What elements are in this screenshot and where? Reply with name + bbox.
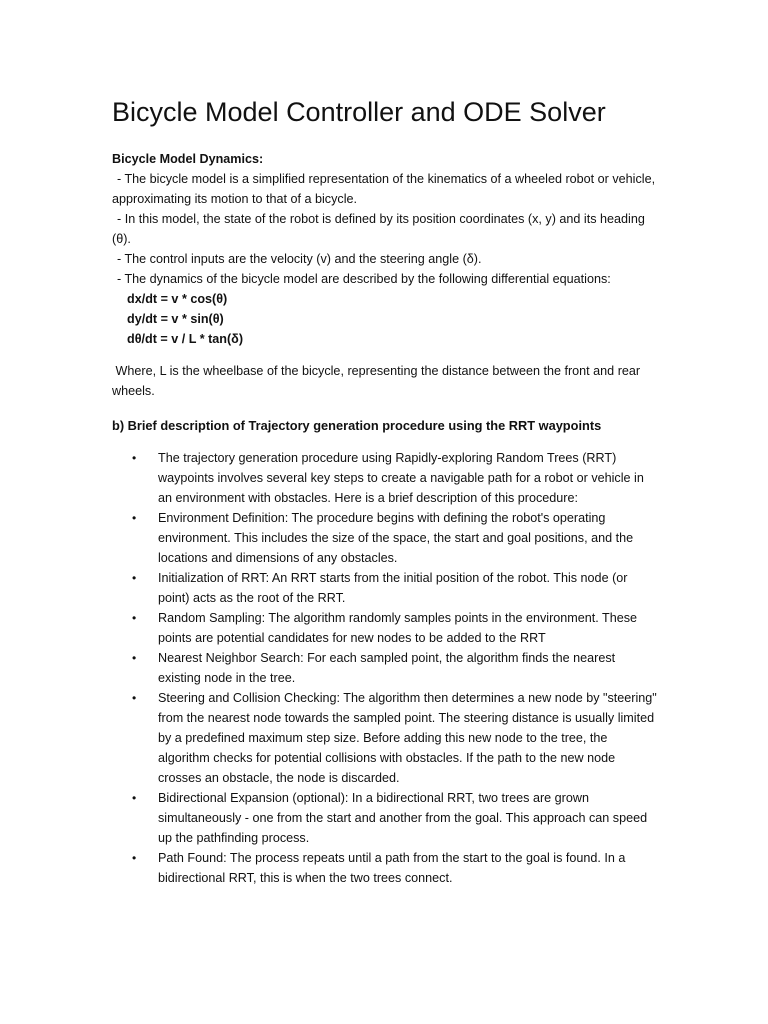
wheelbase-note-text: Where, L is the wheelbase of the bicycle, representing the distance between the front and rear wheels. [112, 364, 641, 398]
rrt-steps-list [112, 448, 657, 888]
page-title: Bicycle Model Controller and ODE Solver [112, 97, 606, 127]
bullet-icon: • [132, 651, 137, 665]
list-item [112, 608, 657, 648]
section-heading-bicycle-dynamics: Bicycle Model Dynamics: [112, 152, 264, 166]
list-item [112, 848, 657, 888]
bullet-icon: • [132, 571, 137, 585]
bullet-icon: • [132, 511, 137, 525]
bullet-icon: • [132, 611, 137, 625]
dynamics-line-3: - The control inputs are the velocity (v) and the steering angle (δ). [117, 252, 482, 266]
list-item-text: Bidirectional Expansion (optional): In a bidirectional RRT, two trees are grown simultaneously - one from the start and another from the goal. This approach can speed up the pathfinding process. [158, 791, 648, 845]
section-heading-trajectory-generation: b) Brief description of Trajectory generation procedure using the RRT waypoints [112, 418, 602, 433]
equations-block [112, 289, 657, 349]
list-item-text: Initialization of RRT: An RRT starts from the initial position of the robot. This node (or point) acts as the root of the RRT. [158, 571, 628, 605]
equation-dtheta-dt: dθ/dt = v / L * tan(δ) [127, 332, 244, 346]
list-item [112, 788, 657, 848]
list-item-text: The trajectory generation procedure using Rapidly-exploring Random Trees (RRT) waypoints involves several key steps to create a navigable path for a robot or vehicle in an environment with obstacles. Here is a brief description of this procedure: [158, 451, 644, 505]
list-item [112, 448, 657, 508]
bullet-icon: • [132, 451, 137, 465]
list-item [112, 648, 657, 688]
bullet-icon: • [132, 691, 137, 705]
list-item-text: Steering and Collision Checking: The algorithm then determines a new node by "steering" from the nearest node towards the sampled point. The steering distance is usually limited by a predefined maximum step size. Before adding this new node to the tree, the algorithm checks for potential collisions with obstacles. If the path to the new node crosses an obstacle, the node is discarded. [158, 691, 657, 785]
list-item [112, 508, 657, 568]
list-item-text: Environment Definition: The procedure begins with defining the robot's operating environment. This includes the size of the space, the start and goal positions, and the locations and dimensions of any obstacles. [158, 511, 634, 565]
list-item-text: Path Found: The process repeats until a path from the start to the goal is found. In a bidirectional RRT, this is when the two trees connect. [158, 851, 626, 885]
equation-dx-dt: dx/dt = v * cos(θ) [127, 292, 228, 306]
bullet-icon: • [132, 791, 137, 805]
dynamics-line-1: - The bicycle model is a simplified representation of the kinematics of a wheeled robot or vehicle, approximating its motion to that of a bicycle. [112, 172, 656, 206]
dynamics-line-4: - The dynamics of the bicycle model are described by the following differential equations: [117, 272, 611, 286]
list-item-text: Nearest Neighbor Search: For each sampled point, the algorithm finds the nearest existing node in the tree. [158, 651, 616, 685]
document-body [112, 149, 657, 888]
bullet-icon: • [132, 851, 137, 865]
list-item [112, 568, 657, 608]
list-item-text: Random Sampling: The algorithm randomly samples points in the environment. These points are potential candidates for new nodes to be added to the RRT [158, 611, 638, 645]
list-item [112, 688, 657, 788]
wheelbase-note [112, 361, 657, 401]
equation-dy-dt: dy/dt = v * sin(θ) [127, 312, 224, 326]
dynamics-line-2: - In this model, the state of the robot is defined by its position coordinates (x, y) and its heading (θ). [112, 212, 645, 246]
